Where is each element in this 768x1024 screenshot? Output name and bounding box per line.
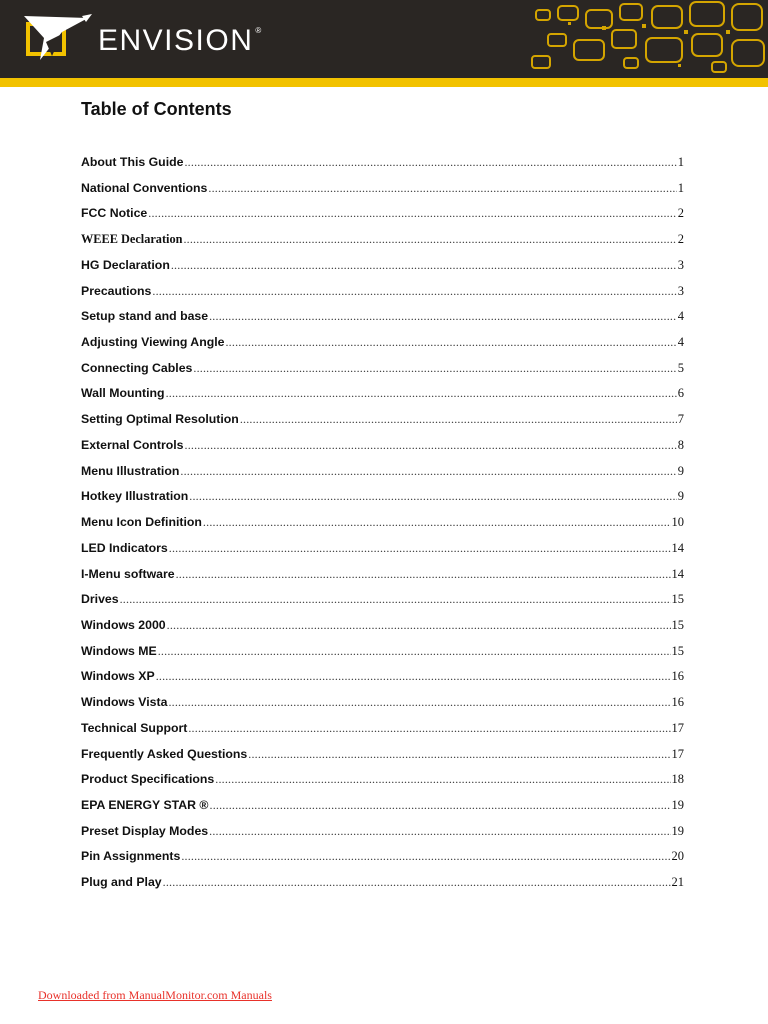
toc-entry[interactable] [81,407,684,433]
toc-page-number: 9 [677,463,684,478]
toc-page-number: 2 [677,206,684,221]
toc-page-number: 1 [677,180,684,195]
toc-entry[interactable] [81,587,684,613]
toc-entry[interactable] [81,639,684,665]
footer-download-link[interactable]: Downloaded from ManualMonitor.com Manuals [38,988,272,1002]
toc-entry[interactable] [81,433,684,459]
toc-dot-leader [168,690,670,716]
page-title: Table of Contents [81,99,232,119]
toc-page-number: 6 [677,386,684,401]
toc-page-number: 19 [671,823,684,838]
toc-dot-leader [215,767,670,793]
toc-page-number: 3 [677,283,684,298]
toc-dot-leader [240,407,677,433]
toc-entry-label: FCC Notice [81,206,148,221]
toc-entry-label: WEEE Declaration [81,232,183,247]
toc-entry[interactable] [81,819,684,845]
toc-entry[interactable] [81,330,684,356]
toc-entry-label: National Conventions [81,180,208,195]
tv-pattern-graphic [528,0,768,78]
toc-entry-label: Adjusting Viewing Angle [81,335,225,350]
toc-page-number: 21 [671,875,684,890]
toc-entry[interactable] [81,742,684,768]
toc-dot-leader [203,510,671,536]
toc-entry-label: I-Menu software [81,566,175,581]
toc-page-number: 7 [677,412,684,427]
toc-page-number: 17 [671,720,684,735]
toc-entry-label: Product Specifications [81,772,215,787]
toc-entry-label: Menu Illustration [81,463,180,478]
toc-page-number: 17 [671,746,684,761]
toc-dot-leader [158,639,671,665]
toc-entry-label: LED Indicators [81,540,168,555]
toc-page-number: 1 [677,155,684,169]
toc-entry-label: Frequently Asked Questions [81,746,248,761]
toc-dot-leader [209,304,677,330]
toc-entry-label: Windows ME [81,643,157,658]
toc-entry[interactable] [81,484,684,510]
toc-dot-leader [156,664,671,690]
toc-entry-label: About This Guide [81,155,184,169]
toc-entry-label: Drives [81,592,119,607]
toc-page-number: 9 [677,489,684,504]
toc-entry[interactable] [81,562,684,588]
toc-entry[interactable] [81,381,684,407]
envision-logo-icon [22,12,94,68]
toc-entry-label: Pin Assignments [81,849,181,864]
toc-dot-leader [183,227,676,253]
toc-dot-leader [171,253,677,279]
toc-dot-leader [181,844,670,870]
toc-entry[interactable] [81,356,684,382]
toc-dot-leader [176,562,671,588]
toc-entry-label: Wall Mounting [81,386,165,401]
toc-page-number: 2 [677,232,684,247]
toc-entry[interactable] [81,690,684,716]
toc-entry[interactable] [81,716,684,742]
toc-entry[interactable] [81,304,684,330]
toc-page-number: 15 [671,643,684,658]
toc-dot-leader [163,870,671,896]
toc-entry-label: Setup stand and base [81,309,209,324]
toc-entry-label: Windows 2000 [81,617,166,632]
toc-dot-leader [185,433,677,459]
toc-entry[interactable] [81,870,684,896]
toc-entry[interactable] [81,536,684,562]
header-bar [0,0,768,78]
toc-dot-leader [148,201,676,227]
toc-entry-label: Plug and Play [81,875,162,890]
toc-dot-leader [169,536,671,562]
toc-page-number: 4 [677,335,684,350]
toc-entry[interactable] [81,253,684,279]
toc-entry-label: External Controls [81,437,184,452]
toc-dot-leader [208,176,676,202]
toc-dot-leader [210,793,671,819]
toc-page-number: 15 [671,617,684,632]
toc-page-number: 3 [677,257,684,272]
toc-entry[interactable] [81,793,684,819]
toc-entry[interactable] [81,176,684,202]
toc-entry-label: Precautions [81,283,152,298]
toc-entry-label: HG Declaration [81,257,170,272]
toc-dot-leader [209,819,670,845]
toc-entry-label: Windows Vista [81,695,168,710]
toc-dot-leader [166,381,677,407]
brand-wordmark: ENVISION ® [98,24,262,57]
toc-entry[interactable] [81,201,684,227]
toc-entry-label: Preset Display Modes [81,823,209,838]
toc-page-number: 16 [671,695,684,710]
toc-page-number: 14 [671,540,684,555]
toc-entry-label: Hotkey Illustration [81,489,189,504]
toc-entry[interactable] [81,767,684,793]
toc-entry[interactable] [81,150,684,176]
toc-entry-label: Windows XP [81,669,155,684]
toc-entry[interactable] [81,613,684,639]
toc-dot-leader [120,587,671,613]
toc-page-number: 19 [671,797,684,812]
toc-entry[interactable] [81,459,684,485]
toc-entry[interactable] [81,227,684,253]
toc-dot-leader [180,459,676,485]
toc-entry[interactable] [81,510,684,536]
toc-entry[interactable] [81,844,684,870]
table-of-contents [81,150,684,896]
toc-page-number: 20 [671,849,684,864]
toc-page-number: 16 [671,669,684,684]
toc-entry[interactable] [81,664,684,690]
toc-dot-leader [167,613,671,639]
toc-entry-label: Technical Support [81,720,188,735]
toc-dot-leader [193,356,676,382]
toc-entry-label: EPA ENERGY STAR ® [81,797,209,812]
toc-page-number: 10 [671,515,684,530]
toc-page-number: 4 [677,309,684,324]
toc-entry-label: Connecting Cables [81,360,193,375]
toc-entry-label: Menu Icon Definition [81,515,202,530]
toc-entry-label: Setting Optimal Resolution [81,412,239,427]
header-accent-stripe [0,78,768,87]
toc-page-number: 18 [671,772,684,787]
toc-dot-leader [225,330,676,356]
toc-page-number: 5 [677,360,684,375]
toc-page-number: 14 [671,566,684,581]
toc-dot-leader [188,716,670,742]
toc-entry[interactable] [81,279,684,305]
toc-dot-leader [248,742,670,768]
toc-dot-leader [152,279,676,305]
toc-dot-leader [184,150,676,176]
toc-page-number: 15 [671,592,684,607]
toc-dot-leader [189,484,676,510]
toc-page-number: 8 [677,437,684,452]
